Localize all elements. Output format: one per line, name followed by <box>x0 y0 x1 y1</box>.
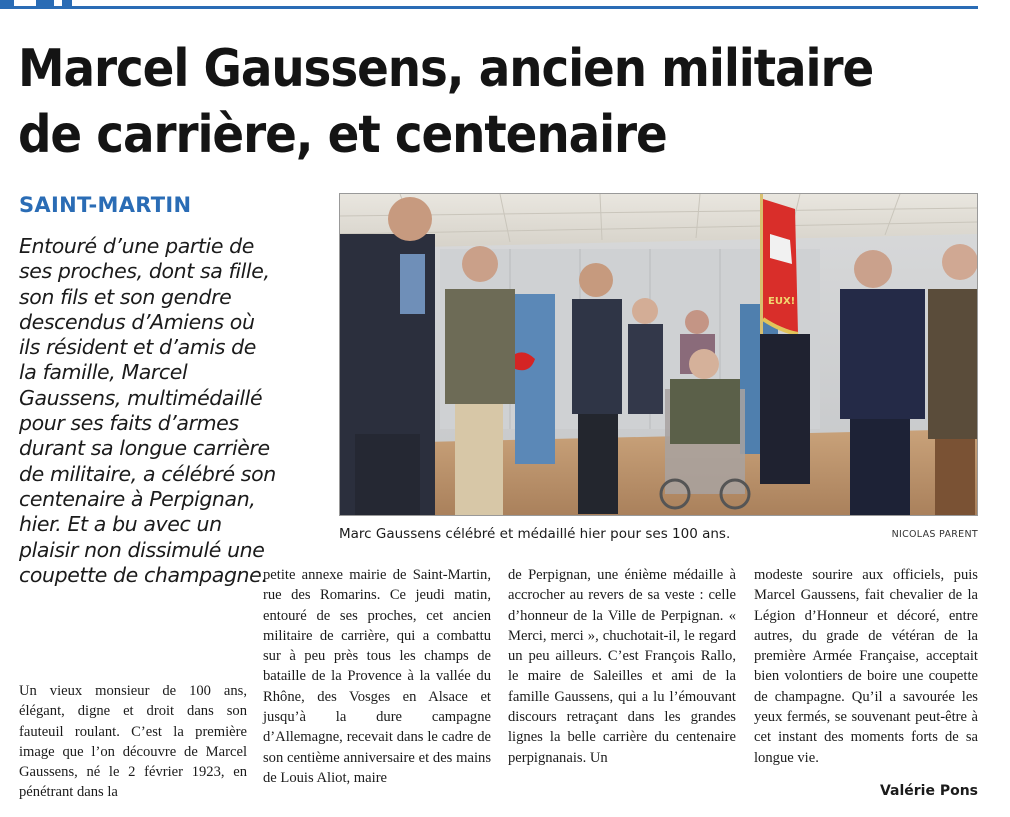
body-column-4: modeste sourire aux officiels, puis Marcel Gaussens, fait chevalier de la Légion d’Honneur et décoré, entre autres, du grade de vétéran de la première Armée Française, acceptait bien volontiers de boire une coupette de champagne. Qu’il a savourée les yeux fermés, se souvenant peut-être à cet instant des moments forts de sa longue vie. <box>754 567 978 766</box>
article-author: Valérie Pons <box>879 783 978 799</box>
flag-text: EUX! <box>768 296 796 307</box>
photo-credit: NICOLAS PARENT <box>891 529 978 540</box>
location-kicker: SAINT-MARTIN <box>19 193 192 217</box>
article-photo <box>339 193 978 516</box>
photo-caption: Marc Gaussens célébré et médaillé hier pour ses 100 ans. <box>339 526 731 542</box>
body-column-1: Un vieux monsieur de 100 ans, élégant, digne et droit dans son fauteuil roulant. C’est la première image que l’on découvre de Marcel Gaussens, né le 2 février 1923, en pénétrant dans la <box>19 683 247 801</box>
article-standfirst: Entouré d’une partie de ses proches, dont sa fille, son fils et son gendre descendus d’Amiens où ils résident et d’amis de la famille, Marcel Gaussens, multimédaillé pour ses faits d’armes durant sa longue carrière de militaire, a célébré son centenaire à Perpignan, hier. Et a bu avec un plaisir non dissimulé une coupette de champagne. <box>19 234 276 587</box>
top-accent-marks <box>0 0 80 6</box>
article-headline: Marcel Gaussens, ancien militaire de carrière, et centenaire <box>18 39 874 165</box>
body-column-3: de Perpignan, une énième médaille à accrocher au revers de sa veste : celle d’honneur de la Ville de Perpignan. « Merci, merci », chuchotait-il, le regard un peu ailleurs. C’est François Rallo, le maire de Saleilles et ami de la famille Gaussens, qui a lu l’émouvant discours retraçant dans les grandes lignes la belle carrière du centenaire perpignanais. Un <box>508 567 736 766</box>
body-column-2: petite annexe mairie de Saint-Martin, rue des Romarins. Ce jeudi matin, entouré de ses proches, cet ancien militaire de carrière, qui a combattu sur à peu près tous les champs de bataille de la Provence à la vallée du Rhône, des Vosges en Alsace et jusqu’à la dure campagne d’Allemagne, recevait dans le cadre de son centième anniversaire et des mains de Louis Aliot, maire <box>263 567 491 786</box>
top-accent-rule <box>0 6 978 9</box>
